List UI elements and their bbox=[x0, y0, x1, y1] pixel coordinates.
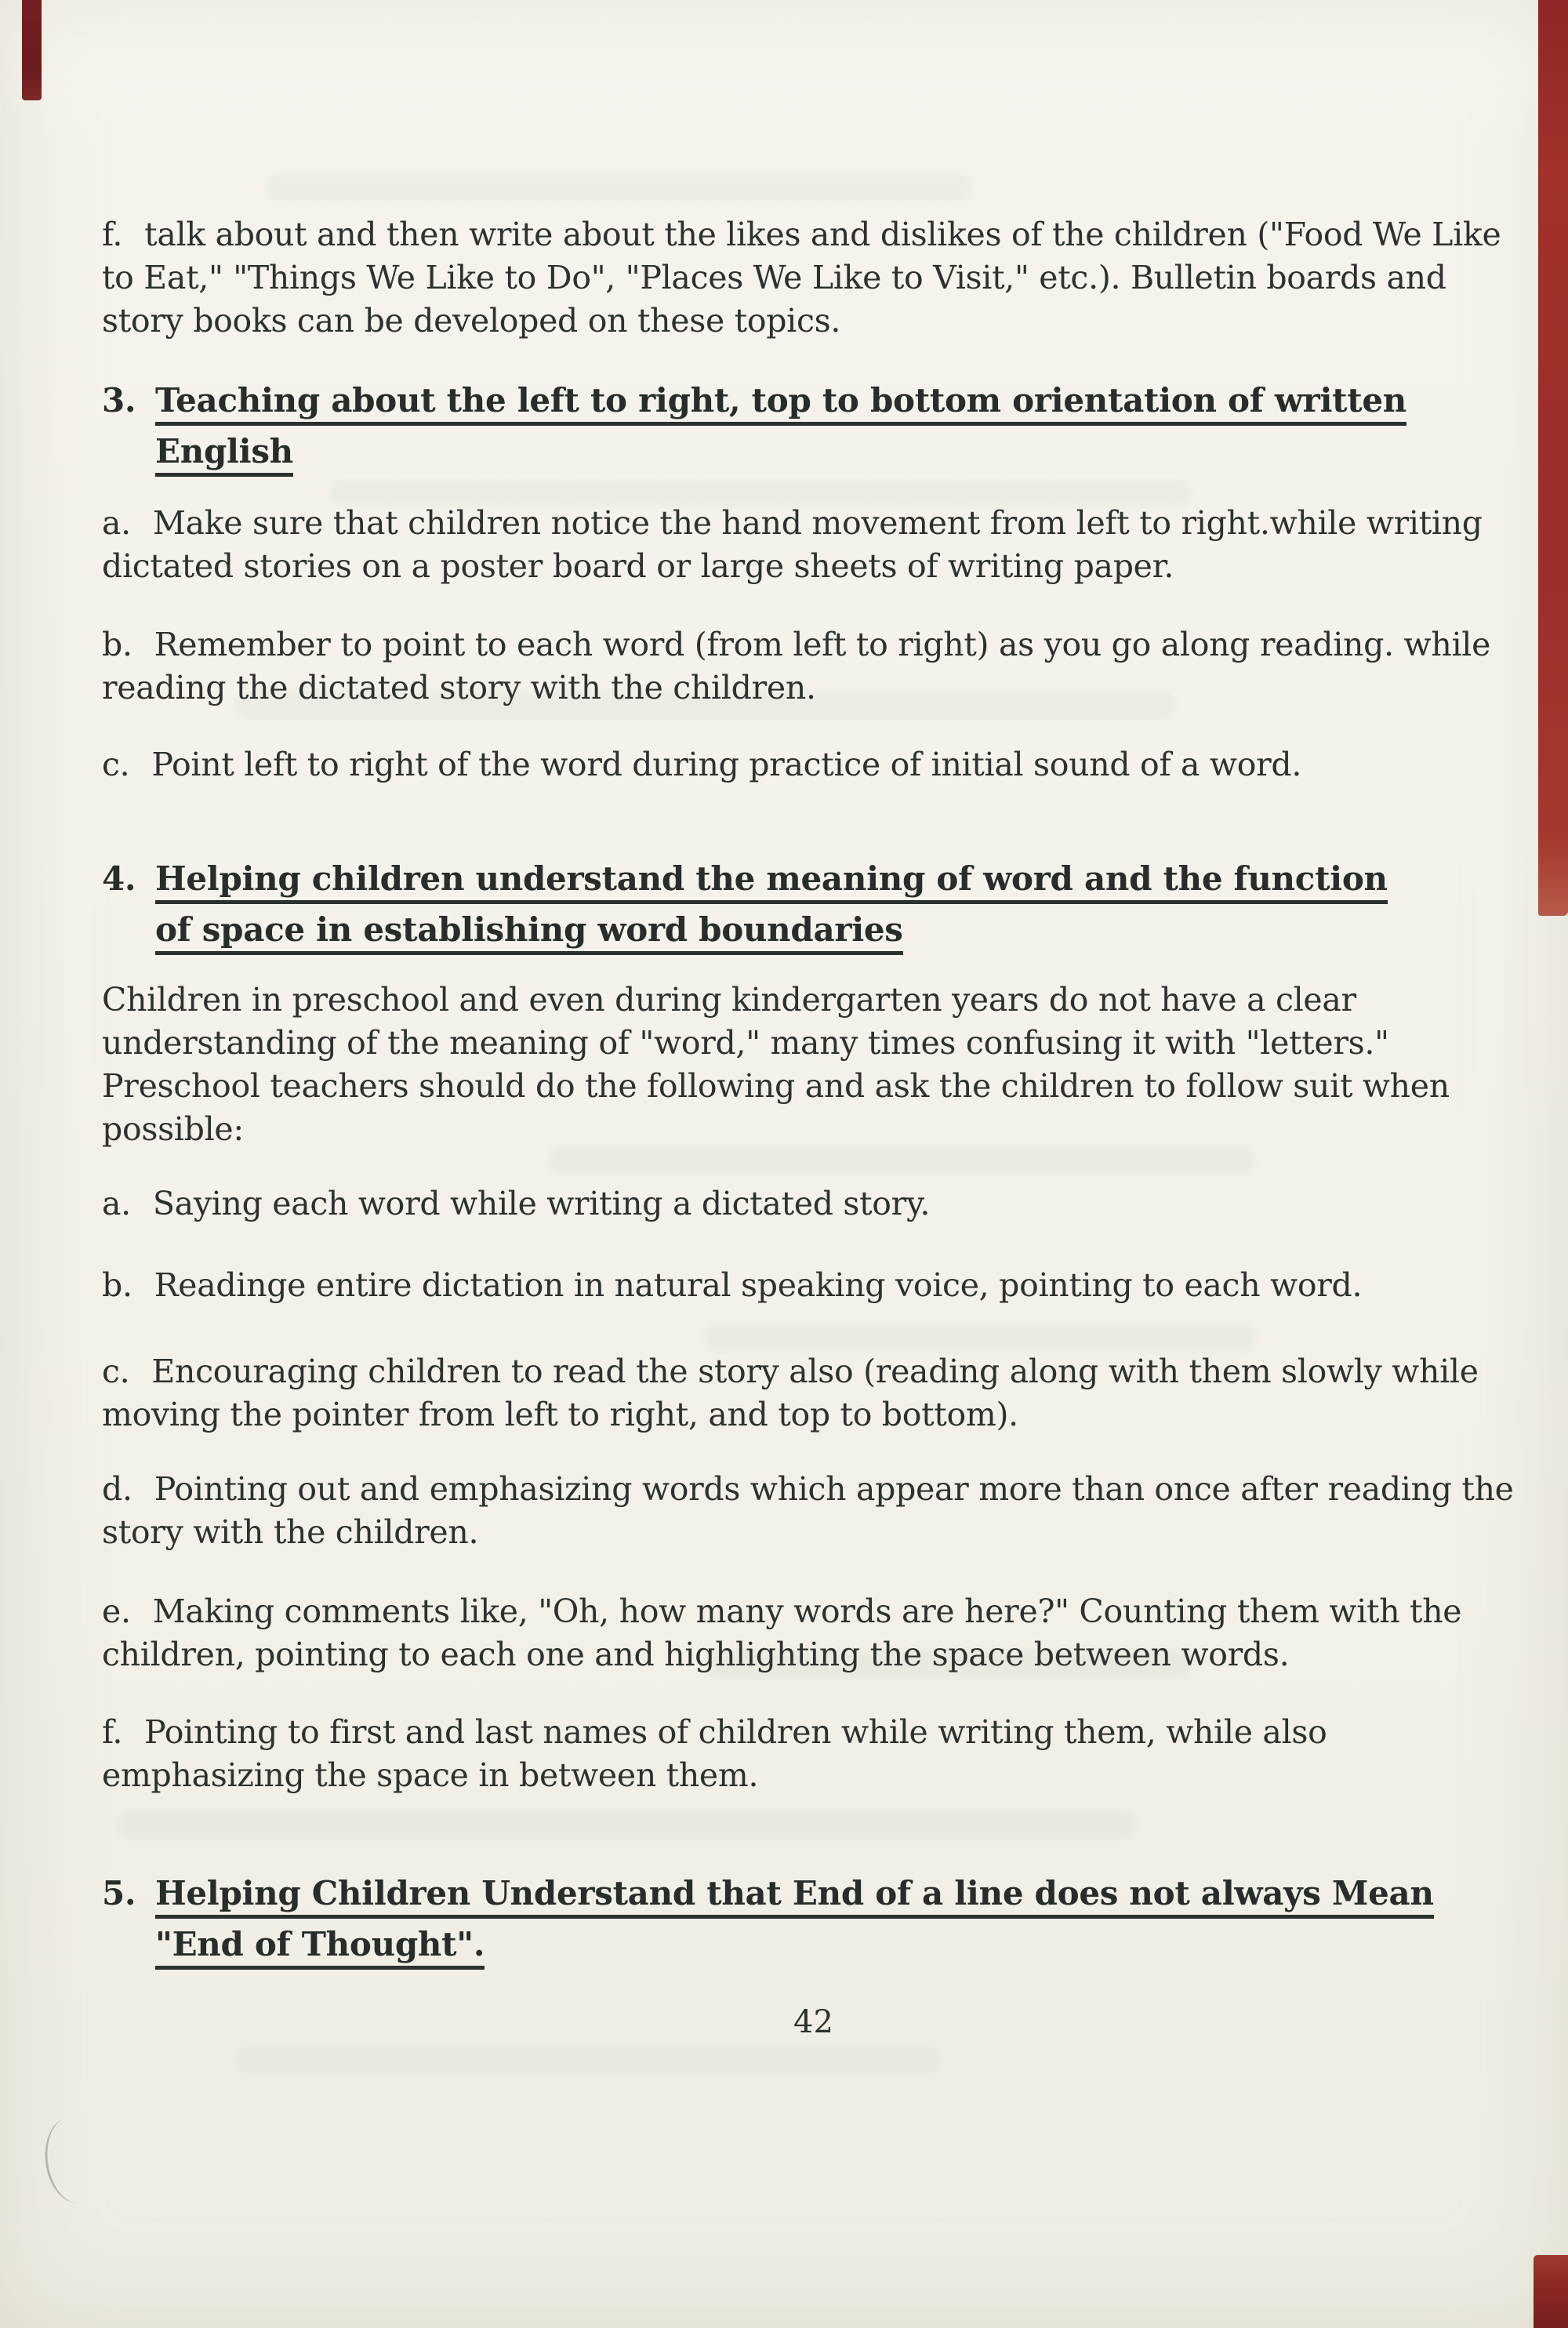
item-text: Readinge entire dictation in natural speaking voice, pointing to each word. bbox=[154, 1266, 1363, 1304]
item-text: Make sure that children notice the hand movement from left to right.while writing dictated stories on a poster board or large sheets of writing paper. bbox=[102, 504, 1483, 585]
list-item-a bbox=[102, 1182, 1525, 1226]
item-text: Saying each word while writing a dictated story. bbox=[152, 1185, 931, 1222]
item-text: Remember to point to each word (from left to right) as you go along reading. while reading the dictated story with the children. bbox=[102, 626, 1491, 706]
item-label: a. bbox=[102, 504, 131, 542]
heading-number: 5. bbox=[102, 1874, 136, 1912]
list-item-f-topics bbox=[102, 213, 1525, 343]
heading-number: 4. bbox=[102, 859, 136, 898]
item-text: Encouraging children to read the story also (reading along with them slowly while moving the pointer from left to right, and top to bottom). bbox=[102, 1353, 1479, 1433]
list-item-e bbox=[102, 1590, 1525, 1676]
item-text: talk about and then write about the likes and dislikes of the children ("Food We Like to Eat," "Things We Like to Do", "Places We Like to Visit," etc.). Bulletin boards and story books can be developed on these topics. bbox=[102, 216, 1501, 340]
scan-edge-red-bar-top-left bbox=[22, 0, 42, 100]
heading-line-2: of space in establishing word boundaries bbox=[155, 910, 903, 955]
scan-edge-red-bar-right bbox=[1538, 0, 1568, 916]
heading-line-1: Teaching about the left to right, top to bottom orientation of written bbox=[155, 381, 1406, 426]
item-text: Pointing out and emphasizing words which appear more than once after reading the story with the children. bbox=[102, 1470, 1514, 1551]
body-paragraph: Children in preschool and even during kindergarten years do not have a clear understanding of the meaning of "word," many times confusing it with "letters." Preschool teachers should do the following and ask the children to follow suit when possible: bbox=[102, 981, 1450, 1148]
heading-line-2: "End of Thought". bbox=[155, 1925, 485, 1970]
list-item-a bbox=[102, 502, 1525, 588]
heading-line-1: Helping Children Understand that End of a line does not always Mean bbox=[155, 1874, 1434, 1919]
item-label: b. bbox=[102, 1266, 132, 1304]
bleed-through-mark bbox=[235, 2047, 941, 2073]
item-text: Pointing to first and last names of children while writing them, while also emphasizing the space in between them. bbox=[102, 1713, 1327, 1794]
item-label: b. bbox=[102, 626, 132, 663]
item-label: e. bbox=[102, 1593, 131, 1630]
heading-line-1: Helping children understand the meaning of word and the function bbox=[155, 859, 1388, 904]
list-item-b bbox=[102, 623, 1525, 710]
section-heading-4 bbox=[102, 853, 1525, 955]
list-item-c bbox=[102, 743, 1525, 786]
item-label: f. bbox=[102, 216, 123, 253]
item-label: f. bbox=[102, 1713, 123, 1751]
list-item-f bbox=[102, 1711, 1525, 1797]
item-label: c. bbox=[102, 746, 130, 783]
item-label: d. bbox=[102, 1470, 132, 1508]
item-label: c. bbox=[102, 1353, 130, 1390]
heading-line-2: English bbox=[155, 432, 293, 477]
section-heading-3 bbox=[102, 375, 1525, 477]
page-number: 42 bbox=[793, 2004, 833, 2040]
item-text: Point left to right of the word during practice of initial sound of a word. bbox=[151, 746, 1302, 783]
item-text: Making comments like, "Oh, how many words are here?" Counting them with the children, pointing to each one and highlighting the space between words. bbox=[102, 1593, 1462, 1673]
section-heading-5 bbox=[102, 1868, 1525, 1970]
list-item-c bbox=[102, 1350, 1525, 1436]
list-item-b bbox=[102, 1264, 1525, 1307]
heading-number: 3. bbox=[102, 381, 136, 419]
page-content bbox=[102, 0, 1525, 2044]
list-item-d bbox=[102, 1468, 1525, 1554]
item-label: a. bbox=[102, 1185, 131, 1222]
scan-edge-red-bar-bottom-right bbox=[1534, 2255, 1568, 2328]
pencil-mark bbox=[40, 2113, 109, 2206]
